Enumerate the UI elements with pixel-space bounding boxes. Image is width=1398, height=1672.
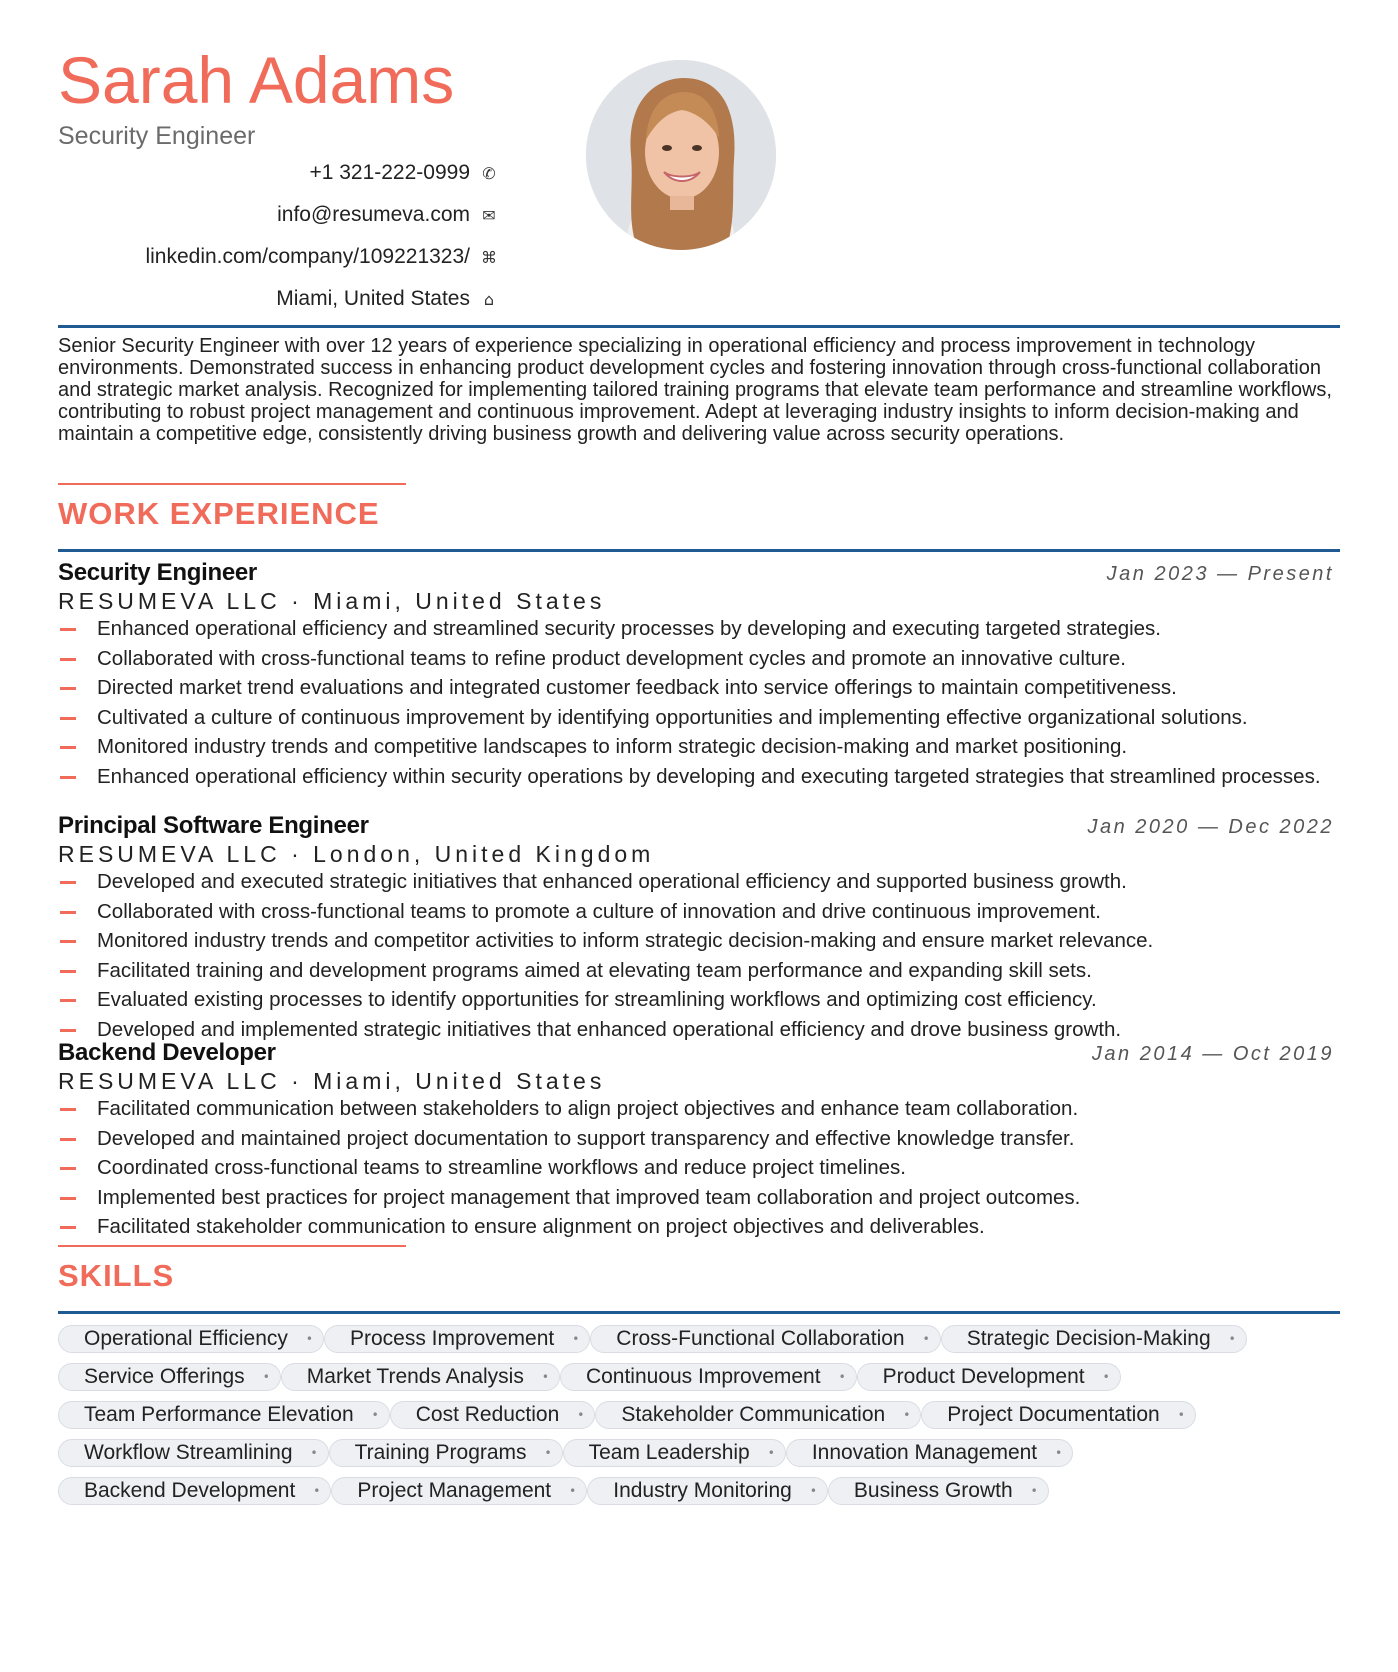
skill-chip: Service Offerings • bbox=[58, 1363, 281, 1391]
dot-icon: • bbox=[313, 1484, 321, 1498]
skill-chip: Business Growth • bbox=[828, 1477, 1049, 1505]
dot-icon: • bbox=[1055, 1446, 1063, 1460]
link-icon: ⌘ bbox=[481, 247, 497, 267]
skills-heading: SKILLS bbox=[58, 1258, 175, 1293]
dash-icon bbox=[60, 1167, 76, 1170]
skill-chip: Project Documentation • bbox=[921, 1401, 1196, 1429]
home-icon: ⌂ bbox=[483, 289, 495, 309]
skill-chip: Backend Development • bbox=[58, 1477, 331, 1505]
candidate-name: Sarah Adams bbox=[58, 43, 455, 117]
dot-icon: • bbox=[541, 1370, 549, 1384]
job-dates: Jan 2023 — Present bbox=[1106, 563, 1334, 585]
dot-icon: • bbox=[544, 1446, 552, 1460]
skill-chip: Training Programs • bbox=[329, 1439, 563, 1467]
dash-icon bbox=[60, 1108, 76, 1111]
dot-icon: • bbox=[903, 1408, 911, 1422]
dot-icon: • bbox=[310, 1446, 318, 1460]
job-title: Principal Software Engineer bbox=[58, 812, 369, 839]
skill-chip: Product Development • bbox=[857, 1363, 1121, 1391]
dash-icon bbox=[60, 881, 76, 884]
job-dates: Jan 2020 — Dec 2022 bbox=[1087, 816, 1334, 838]
dash-icon bbox=[60, 940, 76, 943]
job-bullets bbox=[58, 1095, 1340, 1243]
linkedin-text: linkedin.com/company/109221323/ bbox=[145, 245, 470, 268]
dash-icon bbox=[60, 970, 76, 973]
bullet-item: Monitored industry trends and competitor activities to inform strategic decision-making and ensure market relevance. bbox=[58, 927, 1340, 957]
dash-icon bbox=[60, 658, 76, 661]
dash-icon bbox=[60, 776, 76, 779]
bullet-item: Directed market trend evaluations and integrated customer feedback into service offerings to maintain competitiveness. bbox=[58, 674, 1340, 704]
candidate-role: Security Engineer bbox=[58, 122, 256, 150]
job-bullets bbox=[58, 615, 1340, 792]
experience-accent-rule bbox=[58, 483, 406, 485]
skills-list bbox=[58, 1320, 1348, 1510]
skill-chip: Continuous Improvement • bbox=[560, 1363, 857, 1391]
dash-icon bbox=[60, 746, 76, 749]
dash-icon bbox=[60, 1226, 76, 1229]
dot-icon: • bbox=[1030, 1484, 1038, 1498]
contact-email bbox=[58, 194, 508, 236]
dot-icon: • bbox=[262, 1370, 270, 1384]
skill-row bbox=[58, 1358, 1348, 1396]
skill-chip: Strategic Decision-Making • bbox=[941, 1325, 1247, 1353]
skill-chip: Cost Reduction • bbox=[390, 1401, 596, 1429]
bullet-item: Implemented best practices for project management that improved team collaboration and project outcomes. bbox=[58, 1184, 1340, 1214]
dash-icon bbox=[60, 687, 76, 690]
dot-icon: • bbox=[1177, 1408, 1185, 1422]
bullet-item: Collaborated with cross-functional teams to promote a culture of innovation and drive continuous improvement. bbox=[58, 898, 1340, 928]
professional-summary: Senior Security Engineer with over 12 years of experience specializing in operational efficiency and process improvement in technology environments. Demonstrated success in enhancing product development cycles and fostering innovation through cross-functional collaboration and strategic market analysis. Recognized for implementing tailored training programs that elevate team performance and streamline workflows, contributing to robust project management and continuous improvement. Adept at leveraging industry insights to inform decision-making and maintain a competitive edge, consistently driving business growth and delivering value across security operations. bbox=[58, 335, 1332, 445]
dash-icon bbox=[60, 1138, 76, 1141]
bullet-item: Monitored industry trends and competitive landscapes to inform strategic decision-making and market positioning. bbox=[58, 733, 1340, 763]
contact-location bbox=[58, 278, 508, 320]
skill-chip: Team Performance Elevation • bbox=[58, 1401, 390, 1429]
phone-text: +1 321-222-0999 bbox=[309, 161, 470, 184]
dot-icon: • bbox=[809, 1484, 817, 1498]
skill-chip: Stakeholder Communication • bbox=[595, 1401, 921, 1429]
bullet-item: Facilitated communication between stakeholders to align project objectives and enhance team collaboration. bbox=[58, 1095, 1340, 1125]
job-title: Security Engineer bbox=[58, 559, 257, 586]
email-text: info@resumeva.com bbox=[277, 203, 470, 226]
dot-icon: • bbox=[577, 1408, 585, 1422]
job-company: RESUMEVA LLC · Miami, United States bbox=[58, 588, 606, 614]
dash-icon bbox=[60, 1029, 76, 1032]
skills-accent-rule bbox=[58, 1245, 406, 1247]
dash-icon bbox=[60, 1197, 76, 1200]
bullet-item: Developed and executed strategic initiatives that enhanced operational efficiency and supported business growth. bbox=[58, 868, 1340, 898]
job-entry bbox=[58, 1039, 1340, 1243]
dash-icon bbox=[60, 717, 76, 720]
skill-chip: Market Trends Analysis • bbox=[281, 1363, 560, 1391]
skill-row bbox=[58, 1434, 1348, 1472]
contact-phone bbox=[58, 152, 508, 194]
dot-icon: • bbox=[305, 1332, 313, 1346]
skill-row bbox=[58, 1472, 1348, 1510]
job-company: RESUMEVA LLC · Miami, United States bbox=[58, 1068, 606, 1094]
job-dates: Jan 2014 — Oct 2019 bbox=[1091, 1043, 1334, 1065]
profile-photo bbox=[586, 60, 776, 250]
bullet-item: Enhanced operational efficiency and streamlined security processes by developing and executing targeted strategies. bbox=[58, 615, 1340, 645]
summary-divider bbox=[58, 325, 1340, 328]
job-company: RESUMEVA LLC · London, United Kingdom bbox=[58, 841, 655, 867]
bullet-item: Developed and maintained project documentation to support transparency and effective knowledge transfer. bbox=[58, 1125, 1340, 1155]
dot-icon: • bbox=[767, 1446, 775, 1460]
dot-icon: • bbox=[838, 1370, 846, 1384]
dash-icon bbox=[60, 999, 76, 1002]
job-title: Backend Developer bbox=[58, 1039, 276, 1066]
skill-chip: Cross-Functional Collaboration • bbox=[590, 1325, 940, 1353]
work-experience-heading: WORK EXPERIENCE bbox=[58, 496, 380, 531]
job-entry bbox=[58, 559, 1340, 792]
phone-icon: ✆ bbox=[482, 163, 496, 183]
dot-icon: • bbox=[1228, 1332, 1236, 1346]
skill-row bbox=[58, 1320, 1348, 1358]
experience-divider bbox=[58, 549, 1340, 552]
contact-linkedin bbox=[58, 236, 508, 278]
bullet-item: Evaluated existing processes to identify opportunities for streamlining workflows and optimizing cost efficiency. bbox=[58, 986, 1340, 1016]
skill-chip: Workflow Streamlining • bbox=[58, 1439, 329, 1467]
dot-icon: • bbox=[569, 1484, 577, 1498]
dash-icon bbox=[60, 911, 76, 914]
job-entry bbox=[58, 812, 1340, 1045]
bullet-item: Facilitated stakeholder communication to ensure alignment on project objectives and deliverables. bbox=[58, 1213, 1340, 1243]
location-text: Miami, United States bbox=[276, 287, 470, 310]
dot-icon: • bbox=[1102, 1370, 1110, 1384]
skill-row bbox=[58, 1396, 1348, 1434]
mail-icon: ✉ bbox=[482, 205, 496, 225]
job-bullets bbox=[58, 868, 1340, 1045]
dot-icon: • bbox=[572, 1332, 580, 1346]
skill-chip: Operational Efficiency • bbox=[58, 1325, 324, 1353]
bullet-item: Enhanced operational efficiency within security operations by developing and executing targeted strategies that streamlined processes. bbox=[58, 763, 1340, 793]
bullet-item: Cultivated a culture of continuous improvement by identifying opportunities and implementing effective organizational solutions. bbox=[58, 704, 1340, 734]
skill-chip: Process Improvement • bbox=[324, 1325, 590, 1353]
bullet-item: Collaborated with cross-functional teams to refine product development cycles and promote an innovative culture. bbox=[58, 645, 1340, 675]
contact-list bbox=[58, 152, 508, 320]
skill-chip: Project Management • bbox=[331, 1477, 587, 1505]
bullet-item: Developed and implemented strategic initiatives that enhanced operational efficiency and drove business growth. bbox=[58, 1016, 1340, 1046]
dot-icon: • bbox=[371, 1408, 379, 1422]
dash-icon bbox=[60, 628, 76, 631]
portrait-image bbox=[586, 60, 776, 250]
bullet-item: Facilitated training and development programs aimed at elevating team performance and expanding skill sets. bbox=[58, 957, 1340, 987]
skills-divider bbox=[58, 1311, 1340, 1314]
skill-chip: Industry Monitoring • bbox=[587, 1477, 828, 1505]
skill-chip: Team Leadership • bbox=[563, 1439, 786, 1467]
bullet-item: Coordinated cross-functional teams to streamline workflows and reduce project timelines. bbox=[58, 1154, 1340, 1184]
skill-chip: Innovation Management • bbox=[786, 1439, 1073, 1467]
dot-icon: • bbox=[922, 1332, 930, 1346]
